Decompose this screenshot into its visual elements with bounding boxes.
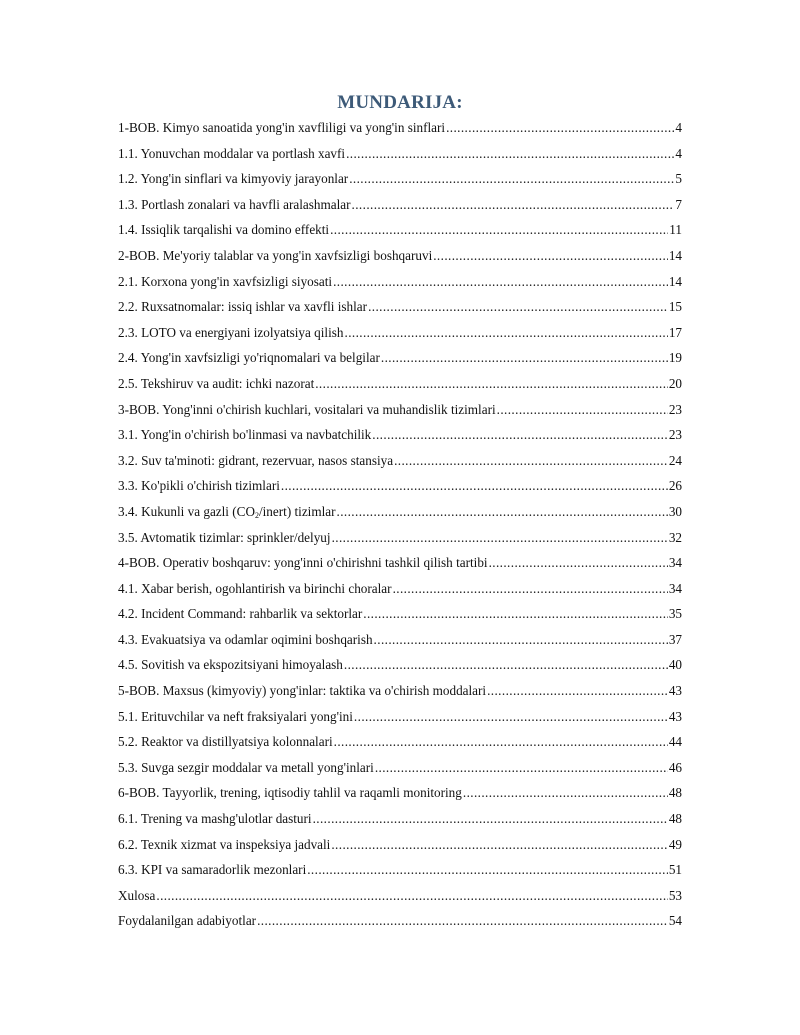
- toc-entry[interactable]: [118, 552, 682, 578]
- toc-entry[interactable]: [118, 654, 682, 680]
- toc-entry[interactable]: [118, 859, 682, 885]
- toc-page-number: 23: [668, 401, 682, 417]
- toc-page-number: 4: [675, 145, 682, 161]
- toc-page-number: 46: [668, 759, 682, 775]
- toc-entry[interactable]: [118, 450, 682, 476]
- toc-page-number: 7: [675, 196, 682, 212]
- toc-dot-leader: [331, 834, 667, 856]
- toc-entry[interactable]: [118, 271, 682, 297]
- toc-page-number: 54: [668, 913, 682, 929]
- toc-dot-leader: [313, 808, 668, 830]
- toc-entry-text: 4.5. Sovitish va ekspozitsiyani himoyalash: [118, 657, 343, 673]
- toc-entry-text: 4.3. Evakuatsiya va odamlar oqimini boshqarish: [118, 631, 373, 647]
- toc-entry[interactable]: [118, 424, 682, 450]
- toc-dot-leader: [352, 194, 675, 216]
- toc-entry-text: 5.3. Suvga sezgir moddalar va metall yong'inlari: [118, 759, 374, 775]
- toc-entry-text: 4.1. Xabar berish, ogohlantirish va birinchi choralar: [118, 580, 392, 596]
- toc-dot-leader: [393, 578, 668, 600]
- toc-entry[interactable]: [118, 219, 682, 245]
- toc-entry-text: 6.3. KPI va samaradorlik mezonlari: [118, 862, 307, 878]
- toc-page-number: 23: [668, 427, 682, 443]
- toc-entry-text: Xulosa: [118, 887, 156, 903]
- toc-page-number: 20: [668, 375, 682, 391]
- toc-dot-leader: [381, 347, 668, 369]
- toc-entry[interactable]: [118, 578, 682, 604]
- toc-entry[interactable]: [118, 706, 682, 732]
- toc-dot-leader: [332, 527, 668, 549]
- subscript-two: 2: [254, 510, 259, 520]
- toc-entry-text: 3.5. Avtomatik tizimlar: sprinkler/delyuj: [118, 529, 331, 545]
- toc-page-number: 14: [668, 273, 682, 289]
- toc-entry-text: 2.5. Tekshiruv va audit: ichki nazorat: [118, 375, 315, 391]
- toc-dot-leader: [368, 296, 668, 318]
- toc-dot-leader: [497, 399, 668, 421]
- toc-dot-leader: [375, 757, 668, 779]
- toc-page-number: 17: [668, 324, 682, 340]
- toc-entry-text: 6.1. Trening va mashg'ulotlar dasturi: [118, 811, 312, 827]
- toc-entry-text: 1-BOB. Kimyo sanoatida yong'in xavfliligi va yong'in sinflari: [118, 120, 446, 135]
- toc-entry-text: 1.3. Portlash zonalari va havfli aralashmalar: [118, 196, 351, 212]
- toc-entry-text-part: 3.4. Kukunli va gazli (CO: [118, 503, 255, 519]
- toc-entry-text: 2.4. Yong'in xavfsizligi yo'riqnomalari va belgilar: [118, 350, 380, 366]
- toc-dot-leader: [487, 680, 668, 702]
- toc-entry-text: 2-BOB. Me'yoriy talablar va yong'in xavfsizligi boshqaruvi: [118, 247, 433, 263]
- toc-entry[interactable]: [118, 143, 682, 169]
- toc-entry[interactable]: [118, 731, 682, 757]
- toc-entry[interactable]: [118, 296, 682, 322]
- toc-page-number: 32: [668, 529, 682, 545]
- toc-dot-leader: [489, 552, 668, 574]
- toc-entry[interactable]: [118, 910, 682, 936]
- toc-dot-leader: [346, 143, 674, 165]
- toc-entry[interactable]: [118, 629, 682, 655]
- toc-page-number: 48: [668, 811, 682, 827]
- toc-entry-text: 1.1. Yonuvchan moddalar va portlash xavfi: [118, 145, 346, 161]
- toc-entry-text: 6-BOB. Tayyorlik, trening, iqtisodiy tahlil va raqamli monitoring: [118, 785, 462, 801]
- toc-page-number: 43: [668, 683, 682, 699]
- toc-dot-leader: [281, 475, 668, 497]
- toc-entry-text: 3-BOB. Yong'inni o'chirish kuchlari, vositalari va muhandislik tizimlari: [118, 401, 496, 417]
- toc-entry-text: 4-BOB. Operativ boshqaruv: yong'inni o'chirishni tashkil qilish tartibi: [118, 555, 488, 571]
- toc-dot-leader: [307, 859, 668, 881]
- toc-dot-leader: [394, 450, 668, 472]
- toc-dot-leader: [330, 219, 668, 241]
- toc-entry[interactable]: [118, 501, 682, 527]
- toc-dot-leader: [349, 168, 674, 190]
- toc-dot-leader: [257, 910, 668, 932]
- toc-page-number: 48: [668, 785, 682, 801]
- toc-dot-leader: [374, 629, 668, 651]
- toc-entry[interactable]: [118, 194, 682, 220]
- toc-dot-leader: [156, 885, 667, 907]
- toc-page-number: 30: [668, 503, 682, 519]
- toc-page-number: 34: [668, 555, 682, 571]
- toc-entry-text: 3.2. Suv ta'minoti: gidrant, rezervuar, nasos stansiya: [118, 452, 394, 468]
- toc-entry-text: 1.4. Issiqlik tarqalishi va domino effekti: [118, 222, 330, 238]
- toc-page-number: 37: [668, 631, 682, 647]
- toc-entry[interactable]: [118, 527, 682, 553]
- toc-entry[interactable]: [118, 885, 682, 911]
- toc-title: MUNDARIJA:: [337, 92, 463, 113]
- toc-entry[interactable]: [118, 757, 682, 783]
- toc-page-number: 14: [668, 247, 682, 263]
- toc-dot-leader: [354, 706, 668, 728]
- toc-dot-leader: [372, 424, 668, 446]
- toc-dot-leader: [463, 782, 668, 804]
- toc-entry-text: 1.2. Yong'in sinflari va kimyoviy jarayonlar: [118, 171, 349, 187]
- toc-entry-text: Foydalanilgan adabiyotlar: [118, 913, 257, 929]
- toc-entry-text: 3.1. Yong'in o'chirish bo'linmasi va navbatchilik: [118, 427, 372, 443]
- toc-page-number: 40: [668, 657, 682, 673]
- toc-dot-leader: [333, 271, 668, 293]
- toc-page-number: 53: [668, 887, 682, 903]
- toc-dot-leader: [344, 654, 668, 676]
- toc-dot-leader: [334, 731, 668, 753]
- toc-entry[interactable]: [118, 834, 682, 860]
- toc-page-number: 4: [675, 120, 682, 135]
- toc-entry[interactable]: [118, 782, 682, 808]
- toc-entry-text: 5.1. Erituvchilar va neft fraksiyalari yong'ini: [118, 708, 353, 724]
- toc-entry-text: 5.2. Reaktor va distillyatsiya kolonnalari: [118, 734, 333, 750]
- toc-entry-text: 2.2. Ruxsatnomalar: issiq ishlar va xavfli ishlar: [118, 299, 368, 315]
- toc-page-number: 26: [668, 478, 682, 494]
- toc-dot-leader: [345, 322, 668, 344]
- toc-entry-text: 2.1. Korxona yong'in xavfsizligi siyosati: [118, 273, 333, 289]
- toc-page-number: 35: [668, 606, 682, 622]
- toc-page-number: 19: [668, 350, 682, 366]
- toc-page-number: 44: [668, 734, 682, 750]
- toc-dot-leader: [446, 117, 674, 139]
- toc-entry-text: 2.3. LOTO va energiyani izolyatsiya qilish: [118, 324, 344, 340]
- toc-page-number: 11: [669, 222, 682, 238]
- toc-page-number: 49: [668, 836, 682, 852]
- toc-entry-text: 4.2. Incident Command: rahbarlik va sektorlar: [118, 606, 363, 622]
- toc-page-number: 34: [668, 580, 682, 596]
- toc-page-number: 43: [668, 708, 682, 724]
- toc-page-number: 5: [675, 171, 682, 187]
- table-of-contents: [118, 117, 682, 936]
- toc-dot-leader: [363, 603, 668, 625]
- toc-entry-text: 5-BOB. Maxsus (kimyoviy) yong'inlar: taktika va o'chirish moddalari: [118, 683, 487, 699]
- toc-page-number: 51: [668, 862, 682, 878]
- toc-entry[interactable]: [118, 245, 682, 271]
- toc-entry[interactable]: [118, 168, 682, 194]
- toc-dot-leader: [433, 245, 668, 267]
- toc-dot-leader: [315, 373, 668, 395]
- toc-page-number: 15: [668, 299, 682, 315]
- toc-entry-text: [118, 501, 336, 523]
- toc-entry[interactable]: [118, 117, 682, 143]
- toc-entry[interactable]: [118, 322, 682, 348]
- toc-entry[interactable]: [118, 475, 682, 501]
- toc-entry-text-part: /inert) tizimlar: [258, 503, 336, 519]
- toc-entry-text: 3.3. Ko'pikli o'chirish tizimlari: [118, 478, 280, 494]
- toc-entry[interactable]: [118, 603, 682, 629]
- toc-entry[interactable]: [118, 808, 682, 834]
- toc-entry[interactable]: [118, 347, 682, 373]
- toc-entry-text: 6.2. Texnik xizmat va inspeksiya jadvali: [118, 836, 331, 852]
- toc-dot-leader: [337, 501, 668, 523]
- toc-entry[interactable]: [118, 680, 682, 706]
- toc-page-number: 24: [668, 452, 682, 468]
- toc-entry[interactable]: [118, 399, 682, 425]
- toc-entry[interactable]: [118, 373, 682, 399]
